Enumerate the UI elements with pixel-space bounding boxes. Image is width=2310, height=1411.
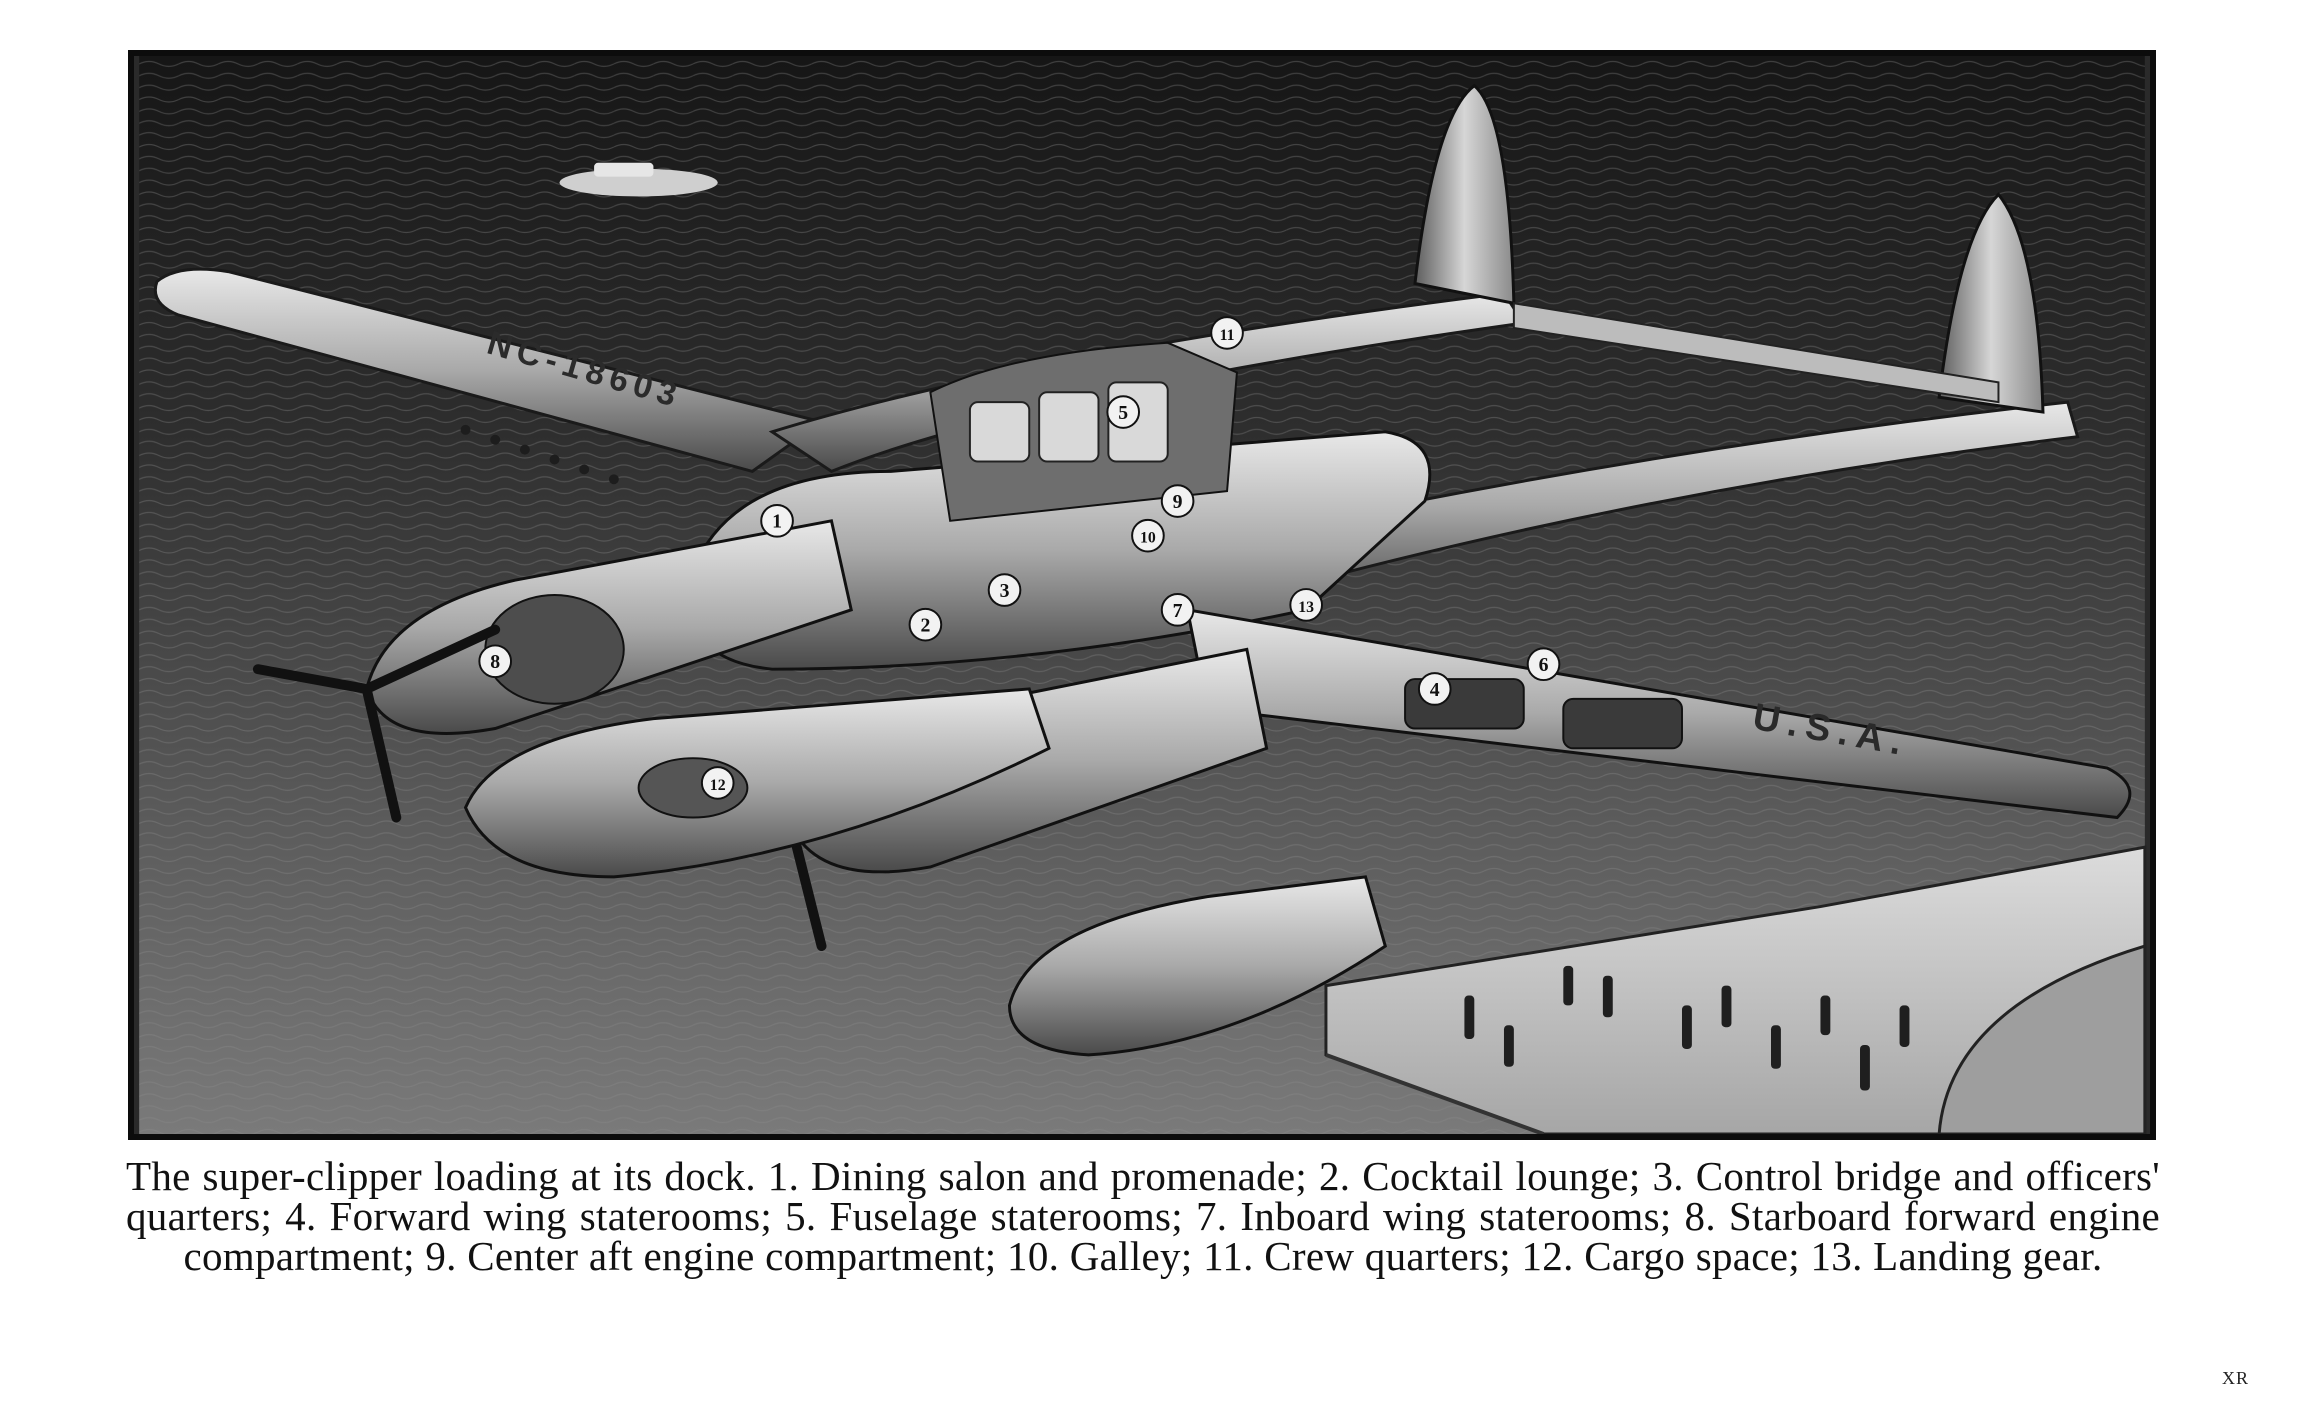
callout-10: 10 bbox=[1140, 529, 1156, 547]
callout-5: 5 bbox=[1118, 401, 1129, 424]
callout-11: 11 bbox=[1219, 326, 1235, 344]
callout-1: 1 bbox=[772, 510, 783, 533]
callout-3: 3 bbox=[999, 579, 1010, 602]
callout-4: 4 bbox=[1429, 678, 1440, 701]
callout-6: 6 bbox=[1538, 654, 1549, 677]
illustration-drawing bbox=[134, 56, 2150, 1134]
callout-2: 2 bbox=[920, 614, 931, 637]
callout-7: 7 bbox=[1172, 599, 1183, 622]
airplane-cutaway-illustration bbox=[128, 50, 2156, 1140]
callout-8: 8 bbox=[490, 651, 501, 674]
wing-marking-left: NC-18603 bbox=[483, 324, 687, 416]
corner-mark: XR bbox=[2222, 1368, 2250, 1388]
callout-13: 13 bbox=[1298, 598, 1315, 616]
figure-caption: The super-clipper loading at its dock. 1. Dining salon and promenade; 2. Cocktail lounge; 3. Control bridge and officers' quarters; 4. Forward wing staterooms; 5. Fuselage staterooms; 7. Inboard wing staterooms; 8. Starboard forward engine compartment; 9. Center aft engine compartment; 10. Galley; 11. Crew quarters; 12. Cargo space; 13. Landing gear. bbox=[126, 1153, 2160, 1279]
wing-marking-right: U.S.A. bbox=[1749, 695, 1913, 764]
callout-9: 9 bbox=[1172, 490, 1183, 513]
callout-12: 12 bbox=[709, 776, 726, 794]
